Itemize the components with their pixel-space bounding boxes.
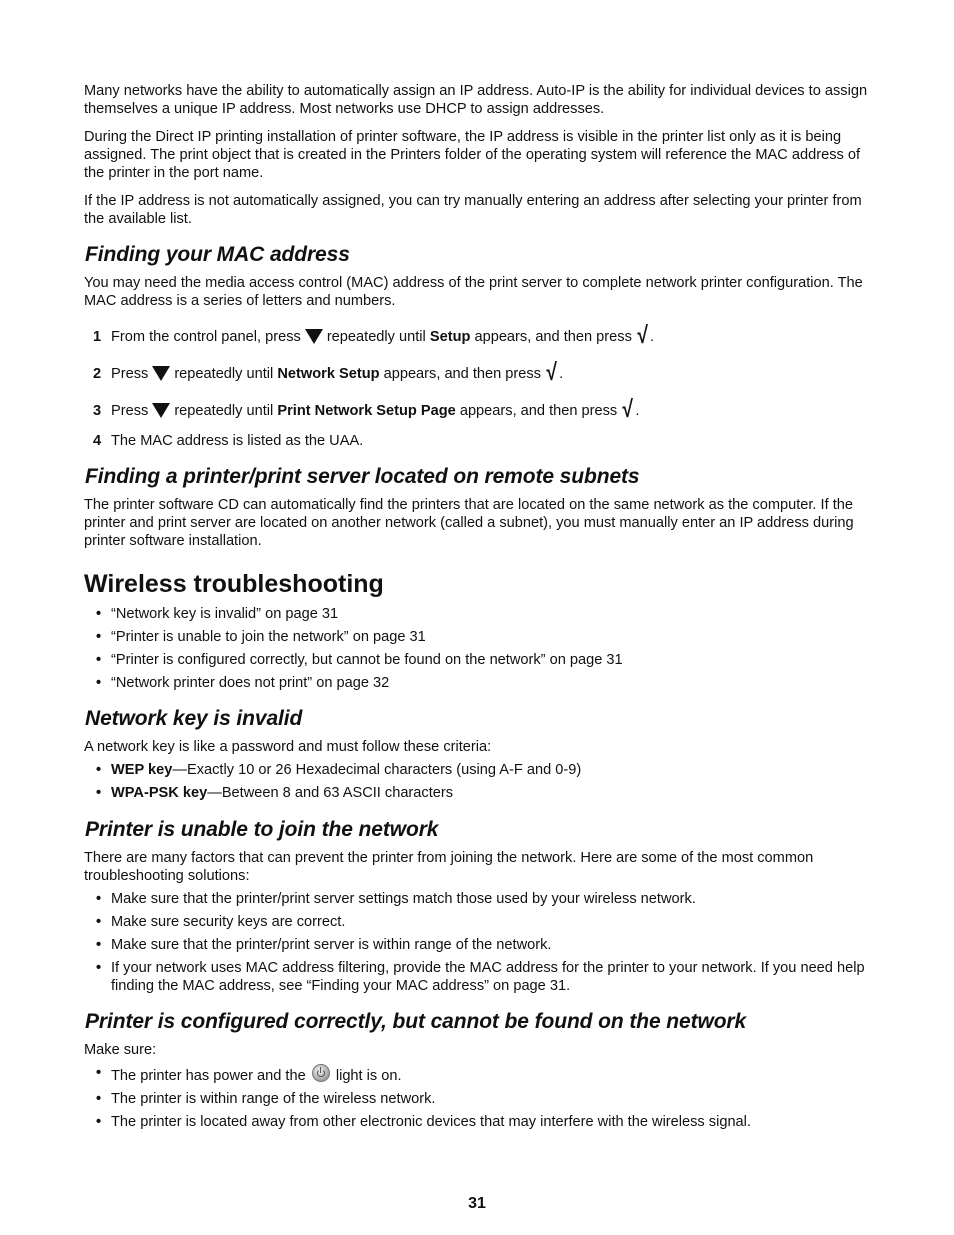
remote-text: The printer software CD can automatically find the printers that are located on the same network as the computer. If the printer and print server are located on another network (called a subnet), you must manually enter an IP address during printer software installation. xyxy=(84,497,854,549)
down-arrow-icon xyxy=(305,329,323,344)
step-number: 2 xyxy=(93,366,102,382)
checkmark-icon: √ xyxy=(622,396,634,423)
list-item: • WPA-PSK key—Between 8 and 63 ASCII characters xyxy=(96,785,454,801)
down-arrow-icon xyxy=(152,403,170,418)
mac-intro: You may need the media access control (MAC) address of the print server to complete network printer configuration. The MAC address is a series of letters and numbers. xyxy=(84,275,863,309)
list-item: • The printer is within range of the wireless network. xyxy=(96,1091,436,1107)
list-item: • Make sure security keys are correct. xyxy=(96,914,346,930)
power-icon xyxy=(312,1064,330,1082)
wireless-link-list xyxy=(84,605,874,692)
mac-step-2: 2 Press repeatedly until Network Setup appears, and then press √ . xyxy=(93,359,564,386)
intro-paragraph-3: If the IP address is not automatically assigned, you can try manually entering an address after selecting your printer from the available list. xyxy=(84,193,862,227)
down-arrow-icon xyxy=(152,366,170,381)
configured-heading: Printer is configured correctly, but cannot be found on the network xyxy=(85,1010,747,1033)
step-number: 4 xyxy=(93,433,102,449)
mac-step-4: 4 The MAC address is listed as the UAA. xyxy=(93,433,364,449)
step-number: 1 xyxy=(93,329,102,345)
page-number: 31 xyxy=(468,1195,486,1212)
mac-heading: Finding your MAC address xyxy=(85,243,350,266)
mac-step-1: 1 From the control panel, press repeatedly until Setup appears, and then press √ . xyxy=(93,322,655,349)
mac-step-3: 3 Press repeatedly until Print Network Setup Page appears, and then press √ . xyxy=(93,396,640,423)
netkey-intro: A network key is like a password and must follow these criteria: xyxy=(84,739,492,755)
document-page xyxy=(84,82,874,1136)
list-item: • Make sure that the printer/print server settings match those used by your wireless network. xyxy=(96,891,696,907)
list-item: • WEP key—Exactly 10 or 26 Hexadecimal characters (using A-F and 0-9) xyxy=(96,762,582,778)
netkey-heading: Network key is invalid xyxy=(85,707,303,730)
intro-paragraph-1: Many networks have the ability to automatically assign an IP address. Auto-IP is the ability for individual devices to assign themselves a unique IP address. Most networks use DHCP to assign addresses. xyxy=(84,83,868,117)
checkmark-icon: √ xyxy=(637,322,648,349)
list-item: • If your network uses MAC address filtering, provide the MAC address for the printer to your network. If you need help finding the MAC address, see “Finding your MAC address” on page 31. xyxy=(96,960,865,994)
configured-intro: Make sure: xyxy=(84,1042,157,1058)
intro-paragraph-2: During the Direct IP printing installation of printer software, the IP address is visible in the printer list only as it is being assigned. The print object that is created in the Printers folder of the operating system will reference the MAC address of the printer in the port name. xyxy=(84,129,861,181)
checkmark-icon: √ xyxy=(546,359,557,386)
join-intro: There are many factors that can prevent the printer from joining the network. Here are some of the most common troubleshooting solutions: xyxy=(84,850,814,884)
list-item[interactable]: • “Network printer does not print” on page 32 xyxy=(96,675,390,691)
join-solution-list xyxy=(84,890,874,995)
join-heading: Printer is unable to join the network xyxy=(85,818,439,841)
configured-checklist xyxy=(84,1064,874,1131)
list-item: • The printer has power and the light is on. xyxy=(96,1065,402,1084)
list-item: • Make sure that the printer/print server is within range of the network. xyxy=(96,937,552,953)
list-item[interactable]: • “Printer is configured correctly, but cannot be found on the network” on page 31 xyxy=(96,652,623,668)
wireless-heading: Wireless troubleshooting xyxy=(84,570,384,598)
list-item: • The printer is located away from other electronic devices that may interfere with the wireless signal. xyxy=(96,1114,751,1130)
step-number: 3 xyxy=(93,403,102,419)
netkey-criteria-list xyxy=(84,761,874,802)
list-item[interactable]: • “Printer is unable to join the network” on page 31 xyxy=(96,629,426,645)
list-item[interactable]: • “Network key is invalid” on page 31 xyxy=(96,606,339,622)
remote-heading: Finding a printer/print server located on remote subnets xyxy=(85,465,640,488)
